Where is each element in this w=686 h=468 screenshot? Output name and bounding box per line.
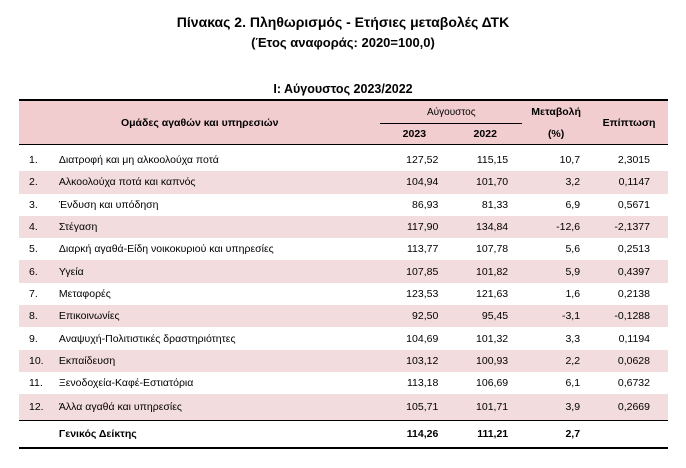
row-value-2023: 105,71 (380, 394, 448, 421)
row-value-2023: 113,77 (406, 243, 439, 256)
row-value-2022: 100,93 (448, 350, 522, 372)
row-value-2022: 115,15 (476, 154, 509, 167)
total-change: 2,7 (522, 421, 590, 449)
header-year-2022: 2022 (448, 124, 522, 145)
row-category: Αναψυχή-Πολιτιστικές δραστηριότητες (58, 332, 236, 345)
row-number: 6. (19, 260, 59, 282)
row-impact: 0,6732 (617, 377, 650, 390)
row-number: 12. (19, 394, 59, 421)
row-change: 3,3 (565, 332, 581, 345)
row-category: Διατροφή και μη αλκοολούχα ποτά (58, 154, 219, 167)
row-value-2023: 92,50 (380, 305, 448, 327)
row-impact: 2,3015 (617, 154, 650, 167)
row-value-2022: 101,32 (476, 332, 509, 345)
row-change: 10,7 (559, 154, 581, 167)
total-row (19, 421, 668, 449)
row-impact: 0,2513 (617, 243, 650, 256)
row-impact: -2,1377 (590, 216, 668, 238)
header-month: Αύγουστος (380, 100, 522, 124)
row-number: 2. (19, 171, 59, 193)
row-category: Ξενοδοχεία-Καφέ-Εστιατόρια (58, 377, 194, 390)
table-row (19, 327, 668, 349)
row-change: 6,9 (565, 198, 581, 211)
row-value-2023: 104,94 (380, 171, 448, 193)
row-impact: -0,1288 (590, 305, 668, 327)
table-row (19, 194, 668, 216)
row-impact: 0,2669 (590, 394, 668, 421)
row-value-2022: 101,82 (448, 260, 522, 282)
table-row (19, 372, 668, 394)
row-category: Αλκοολούχα ποτά και καπνός (59, 171, 381, 193)
row-number: 5. (29, 243, 38, 256)
total-label: Γενικός Δείκτης (59, 421, 381, 449)
row-category: Μεταφορές (58, 287, 111, 300)
row-value-2023: 107,85 (380, 260, 448, 282)
table-row (19, 238, 668, 260)
row-number: 8. (19, 305, 59, 327)
row-value-2023: 104,69 (406, 332, 439, 345)
table-row (19, 350, 668, 372)
row-value-2022: 95,45 (448, 305, 522, 327)
table-title: Πίνακας 2. Πληθωρισμός - Ετήσιες μεταβολές ΔΤΚ (176, 14, 510, 30)
row-change: 2,2 (522, 350, 590, 372)
row-impact: 0,2138 (617, 287, 650, 300)
row-category: Εκπαίδευση (59, 350, 381, 372)
header-year-2023: 2023 (380, 124, 448, 145)
row-number: 10. (19, 350, 59, 372)
table-body (19, 145, 668, 449)
row-impact: 0,0628 (590, 350, 668, 372)
header-groups: Ομάδες αγαθών και υπηρεσιών (19, 100, 380, 145)
table-row (19, 260, 668, 282)
row-number: 11. (29, 377, 43, 390)
row-impact: 0,1147 (590, 171, 668, 193)
row-value-2023: 123,53 (406, 287, 439, 300)
row-change: -3,1 (522, 305, 590, 327)
total-number (19, 421, 59, 449)
header-change: Μεταβολή (522, 100, 590, 124)
row-value-2022: 106,69 (476, 377, 509, 390)
table-subtitle: (Έτος αναφοράς: 2020=100,0) (251, 35, 435, 50)
row-category: Άλλα αγαθά και υπηρεσίες (59, 394, 381, 421)
row-change: -12,6 (522, 216, 590, 238)
row-value-2022: 121,63 (476, 287, 509, 300)
row-value-2023: 113,18 (406, 377, 439, 390)
cpi-table (19, 99, 668, 449)
row-category: Επικοινωνίες (59, 305, 381, 327)
row-change: 5,9 (522, 260, 590, 282)
table-row (19, 305, 668, 327)
row-impact: 0,4397 (590, 260, 668, 282)
row-value-2022: 107,78 (476, 243, 509, 256)
row-change: 3,2 (522, 171, 590, 193)
table-header (19, 100, 668, 145)
row-number: 7. (29, 287, 38, 300)
total-value-2023: 114,26 (380, 421, 448, 449)
row-value-2022: 101,71 (448, 394, 522, 421)
row-change: 6,1 (565, 377, 581, 390)
row-number: 3. (29, 198, 38, 211)
row-impact: 0,5671 (617, 198, 650, 211)
header-change-unit: (%) (522, 124, 590, 145)
row-category: Στέγαση (59, 216, 381, 238)
row-value-2022: 101,70 (448, 171, 522, 193)
row-number: 9. (29, 332, 38, 345)
row-category: Διαρκή αγαθά-Είδη νοικοκυριού και υπηρεσίες (58, 243, 274, 256)
row-category: Υγεία (59, 260, 381, 282)
table-row (19, 283, 668, 305)
row-value-2023: 86,93 (412, 198, 439, 211)
table-row (19, 394, 668, 421)
section-title: Ι: Αύγουστος 2023/2022 (273, 82, 413, 96)
total-value-2022: 111,21 (448, 421, 522, 449)
row-value-2023: 127,52 (406, 154, 439, 167)
row-category: Ένδυση και υπόδηση (58, 198, 159, 211)
header-impact: Επίπτωση (590, 100, 668, 145)
row-number: 1. (29, 154, 38, 167)
row-value-2023: 103,12 (380, 350, 448, 372)
row-change: 5,6 (565, 243, 581, 256)
total-impact (590, 421, 668, 449)
row-value-2023: 117,90 (380, 216, 448, 238)
row-value-2022: 134,84 (448, 216, 522, 238)
row-impact: 0,1194 (618, 332, 650, 345)
row-change: 1,6 (565, 287, 581, 300)
row-change: 3,9 (522, 394, 590, 421)
table-row (19, 149, 668, 171)
row-value-2022: 81,33 (481, 198, 509, 211)
row-number: 4. (19, 216, 59, 238)
table-row (19, 171, 668, 193)
table-row (19, 216, 668, 238)
